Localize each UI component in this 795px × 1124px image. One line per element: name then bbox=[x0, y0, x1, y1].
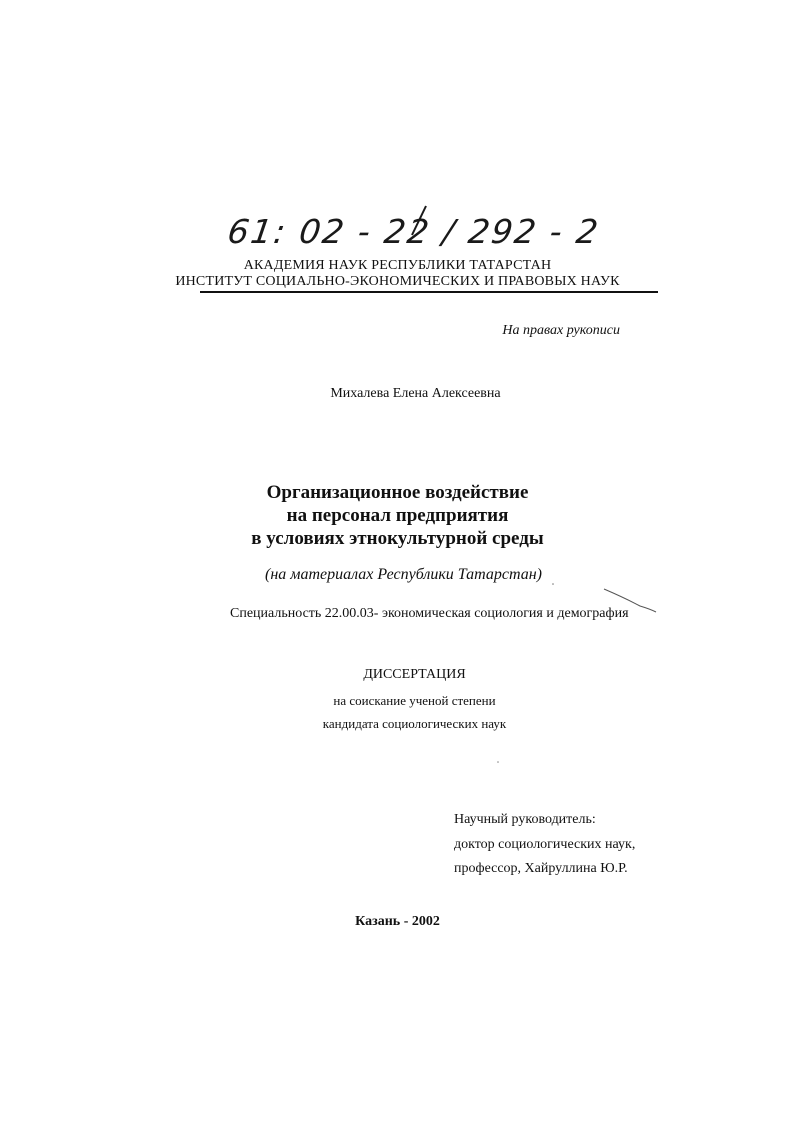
supervisor-label: Научный руководитель: bbox=[454, 812, 596, 827]
degree-line-2: кандидата социологических наук bbox=[322, 716, 507, 731]
title-line-1: Организационное воздействие bbox=[266, 482, 529, 503]
supervisor-degree: доктор социологических наук, bbox=[454, 837, 636, 852]
degree-line-1: на соискание ученой степени bbox=[333, 693, 496, 708]
title-line-3: в условиях этнокультурной среды bbox=[251, 528, 544, 549]
manuscript-note: На правах рукописи bbox=[502, 323, 620, 338]
handwritten-archive-code: 61: 02 - 22 / 292 - 2 bbox=[225, 212, 603, 251]
author-name: Михалева Елена Алексеевна bbox=[330, 386, 501, 401]
specialty-line: Специальность 22.00.03- экономическая социология и демография bbox=[230, 606, 629, 621]
institute-name: ИНСТИТУТ СОЦИАЛЬНО-ЭКОНОМИЧЕСКИХ И ПРАВОВЫХ НАУК bbox=[175, 274, 620, 289]
title-line-2: на персонал предприятия bbox=[286, 505, 509, 526]
dissertation-subtitle: (на материалах Республики Татарстан) bbox=[265, 566, 542, 583]
dissertation-type: ДИССЕРТАЦИЯ bbox=[363, 667, 466, 682]
scan-stroke-mark bbox=[604, 589, 656, 612]
scan-dot-mark bbox=[552, 583, 554, 585]
scan-dot-mark-2 bbox=[497, 761, 499, 763]
handwritten-slash-mark bbox=[412, 206, 426, 235]
place-year: Казань - 2002 bbox=[355, 914, 440, 929]
academy-name: АКАДЕМИЯ НАУК РЕСПУБЛИКИ ТАТАРСТАН bbox=[243, 258, 552, 273]
supervisor-name: профессор, Хайруллина Ю.Р. bbox=[454, 861, 628, 876]
